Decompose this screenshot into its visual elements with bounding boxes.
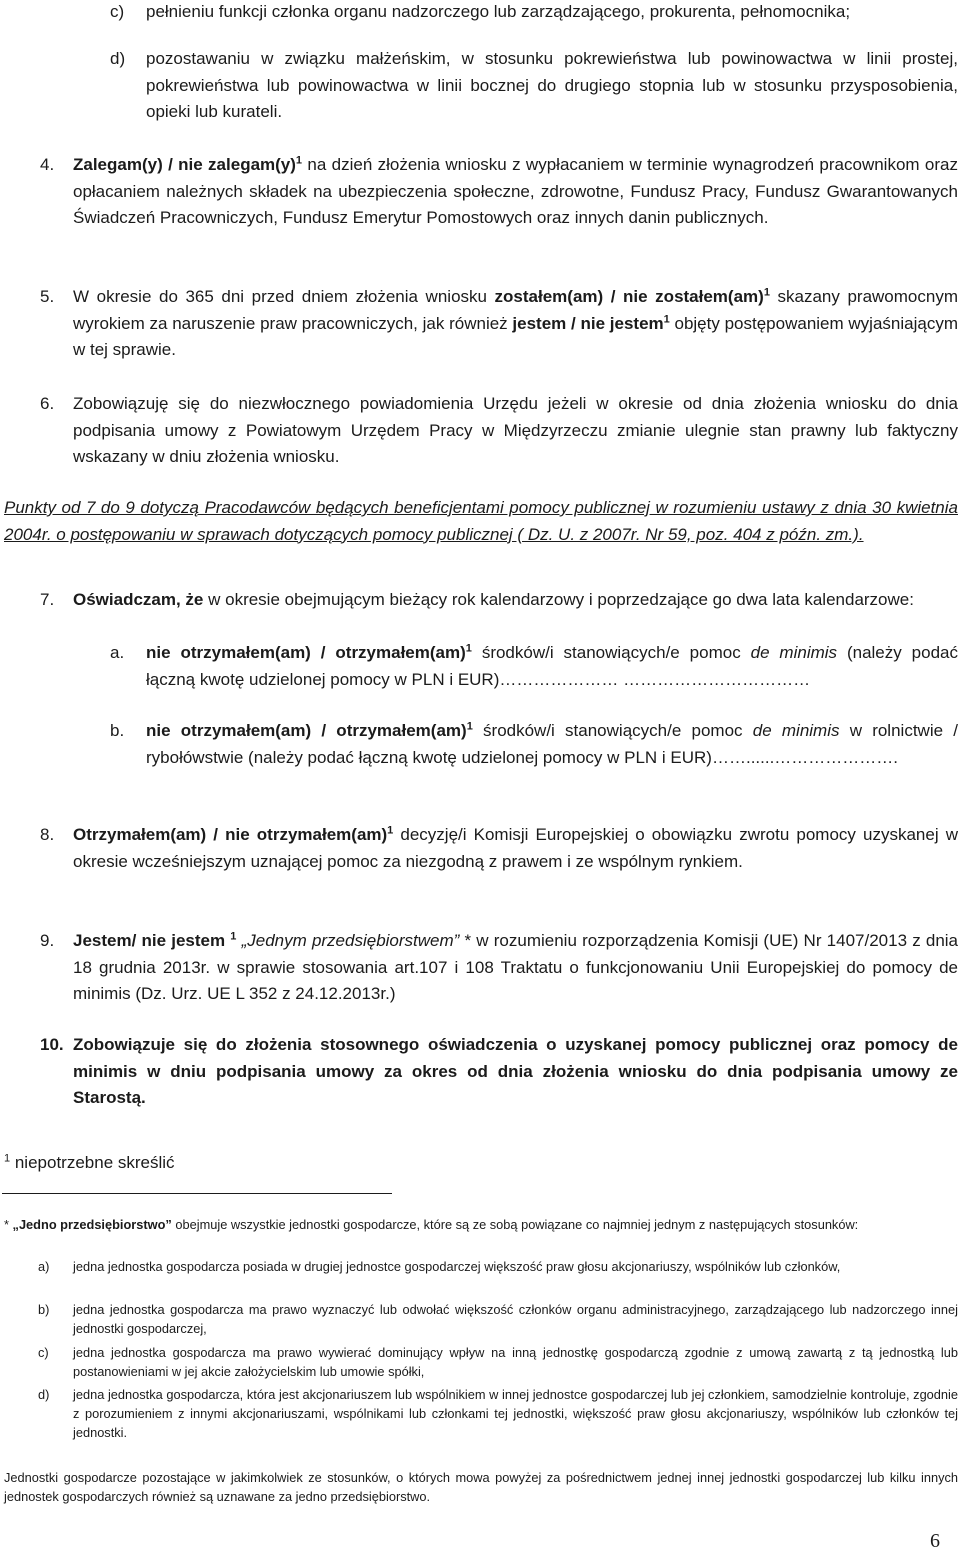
definition-item-a-label: a) (38, 1259, 50, 1274)
definition-item-b-label: b) (38, 1302, 50, 1317)
definition-item-b-text: jedna jednostka gospodarcza ma prawo wyznaczyć lub odwołać większość członków organu administracyjnego, zarządzającego lub nadzorczego innej jednostki gospodarczej, (73, 1302, 958, 1336)
definition-body: obejmuje wszystkie jednostki gospodarcze, które są ze sobą powiązane co najmniej jednym z następujących stosunków: (171, 1217, 859, 1232)
definition-term: „Jedno przedsiębiorstwo” (12, 1217, 172, 1232)
point-4-number: 4. (40, 155, 55, 174)
point-7-body: w okresie obejmującym bieżący rok kalendarzowy i poprzedzające go dwa lata kalendarzowe: (203, 590, 914, 609)
point-10-number: 10. (40, 1035, 64, 1054)
footnote-ref: 1 (230, 930, 237, 943)
point-5-body-1: W okresie do 365 dni przed dniem złożenia wniosku (73, 287, 495, 306)
point-7a-body-1: środków/i stanowiących/e pomoc (471, 643, 751, 662)
point-6-number: 6. (40, 394, 55, 413)
point-7-text (73, 587, 958, 614)
point-7a-body-2: (należy podać łączną kwotę udzielonej pomocy w PLN i EUR)………………… …………………………… (146, 643, 958, 689)
definition-item-d-text: jedna jednostka gospodarcza, która jest akcjonariuszem lub wspólnikiem w innej jednostce gospodarczej lub jej członkiem, samodzielnie kontroluje, zgodnie z porozumieniem z innymi akcjonariuszami, wspólnikami lub członkami tej jednostki, większość praw głosu akcjonariuszy, wspólników lub członków tej jednostki. (73, 1387, 958, 1440)
point-7b-body-1: środków/i stanowiących/e pomoc (472, 721, 753, 740)
point-6-text: Zobowiązuję się do niezwłocznego powiadomienia Urzędu jeżeli w okresie od dnia złożenia wniosku do dnia podpisania umowy z Powiatowym Urzędem Pracy w Międzyrzeczu zmianie ulegnie stan prawny lub faktyczny wskazany w dniu złożenia wniosku. (73, 394, 958, 466)
definition-item-c-text: jedna jednostka gospodarcza ma prawo wywierać dominujący wpływ na inną jednostkę gospodarczą zgodnie z umową zawartą z tą jednostką lub postanowieniami w jej akcie założycielskim lub umowie spółki, (73, 1345, 958, 1379)
footnote-ref: 1 (387, 824, 394, 837)
definition-item-d-label: d) (38, 1387, 50, 1402)
item-d-label: d) (110, 49, 126, 68)
point-7a-text (146, 640, 958, 693)
point-4-bold: Zalegam(y) / nie zalegam(y) (73, 155, 296, 174)
footnote-divider (2, 1193, 392, 1194)
definition-item-a-text: jedna jednostka gospodarcza posiada w drugiej jednostce gospodarczej większość praw głosu akcjonariuszy, wspólników lub członków, (73, 1259, 841, 1274)
item-c-label: c) (110, 2, 125, 21)
definition-closing: Jednostki gospodarcze pozostające w jakimkolwiek ze stosunków, o których mowa powyżej za pośrednictwem jednej innej jednostki gospodarczej lub kilku innych jednostek gospodarczych również są uznawane za jedno przedsiębiorstwo. (4, 1470, 958, 1504)
point-7b-bold: nie otrzymałem(am) / otrzymałem(am) (146, 721, 467, 740)
point-5-body-2: skazany prawomocnym wyrokiem za naruszenie praw pracowniczych, jak również (73, 287, 958, 333)
point-9-body: * w rozumieniu rozporządzenia Komisji (UE) Nr 1407/2013 z dnia 18 grudnia 2013r. w sprawie stosowania art.107 i 108 Traktatu o funkcjonowaniu Unii Europejskiej do pomocy de minimis (Dz. Urz. UE L 352 z 24.12.2013r.) (73, 931, 959, 1003)
point-9-text (73, 928, 958, 1008)
footnote-ref: 1 (466, 720, 473, 733)
point-5-body-3: objęty postępowaniem wyjaśniającym w tej sprawie. (73, 313, 958, 359)
point-7b-text (146, 718, 958, 771)
point-7-bold: Oświadczam, że (73, 590, 204, 609)
point-7b-italic: de minimis (752, 721, 840, 740)
item-c-text: pełnieniu funkcji członka organu nadzorczego lub zarządzającego, prokurenta, pełnomocnika; (146, 2, 851, 21)
point-8-number: 8. (40, 825, 55, 844)
point-9-number: 9. (40, 931, 55, 950)
point-9-italic: „Jednym przedsiębiorstwem” (236, 931, 460, 950)
point-4-text (73, 152, 958, 232)
pomoc-publiczna-note: Punkty od 7 do 9 dotyczą Pracodawców będących beneficjentami pomocy publicznej w rozumieniu ustawy z dnia 30 kwietnia 2004r. o postępowaniu w sprawach dotyczących pomocy publicznej ( Dz. U. z 2007r. Nr 59, poz. 404 z późn. zm.). (4, 498, 958, 544)
point-7b-body-2: w rolnictwie / rybołówstwie (należy podać łączną kwotę udzielonej pomocy w PLN i EUR)……......…………………. (146, 721, 958, 767)
point-8-text (73, 822, 958, 875)
footnote-ref: 1 (465, 642, 472, 655)
point-9-bold: Jestem/ nie jestem (73, 931, 231, 950)
item-d-text: pozostawaniu w związku małżeńskim, w stosunku pokrewieństwa lub powinowactwa w linii prostej, pokrewieństwa lub powinowactwa w linii bocznej do drugiego stopnia lub w stosunku przysposobienia, opieki lub kurateli. (146, 49, 958, 121)
point-8-body: decyzję/i Komisji Europejskiej o obowiązku zwrotu pomocy uzyskanej w okresie wcześniejszym uznającej pomoc za niezgodną z prawem i ze wspólnym rynkiem. (73, 825, 958, 871)
point-5-bold-2: jestem / nie jestem (512, 313, 664, 333)
point-5-text (73, 284, 958, 364)
point-7a-bold: nie otrzymałem(am) / otrzymałem(am) (146, 643, 466, 662)
point-5-bold-1: zostałem(am) / nie zostałem(am) (494, 287, 764, 306)
point-4-body: na dzień złożenia wniosku z wypłacaniem w terminie wynagrodzeń pracownikom oraz opłacaniem należnych składek na ubezpieczenia społeczne, zdrowotne, Fundusz Pracy, Fundusz Gwarantowanych Świadczeń Pracowniczych, Fundusz Emerytur Pomostowych oraz innych danin publicznych. (73, 155, 958, 227)
asterisk-mark: * (4, 1217, 13, 1232)
point-5-number: 5. (40, 287, 55, 306)
footnote-ref: 1 (663, 312, 670, 325)
point-10-text: Zobowiązuje się do złożenia stosownego oświadczenia o uzyskanej pomocy publicznej oraz pomocy de minimis w dniu podpisania umowy za okres od dnia złożenia wniosku do dnia podpisania umowy ze Starostą. (73, 1035, 958, 1107)
definition-item-c-label: c) (38, 1345, 49, 1360)
footnote-mark: 1 (4, 1152, 11, 1165)
point-7a-label: a. (110, 643, 125, 662)
point-7b-label: b. (110, 721, 125, 740)
point-8-bold: Otrzymałem(am) / nie otrzymałem(am) (73, 825, 388, 844)
footnote-ref: 1 (295, 154, 303, 167)
page-number: 6 (930, 1530, 940, 1552)
footnote-ref: 1 (763, 286, 770, 299)
jedno-przedsiebiorstwo-definition (4, 1215, 958, 1234)
point-7-number: 7. (40, 590, 55, 609)
footnote-1-text: niepotrzebne skreślić (10, 1153, 175, 1172)
point-7a-italic: de minimis (750, 643, 838, 662)
footnote-1 (4, 1150, 604, 1177)
